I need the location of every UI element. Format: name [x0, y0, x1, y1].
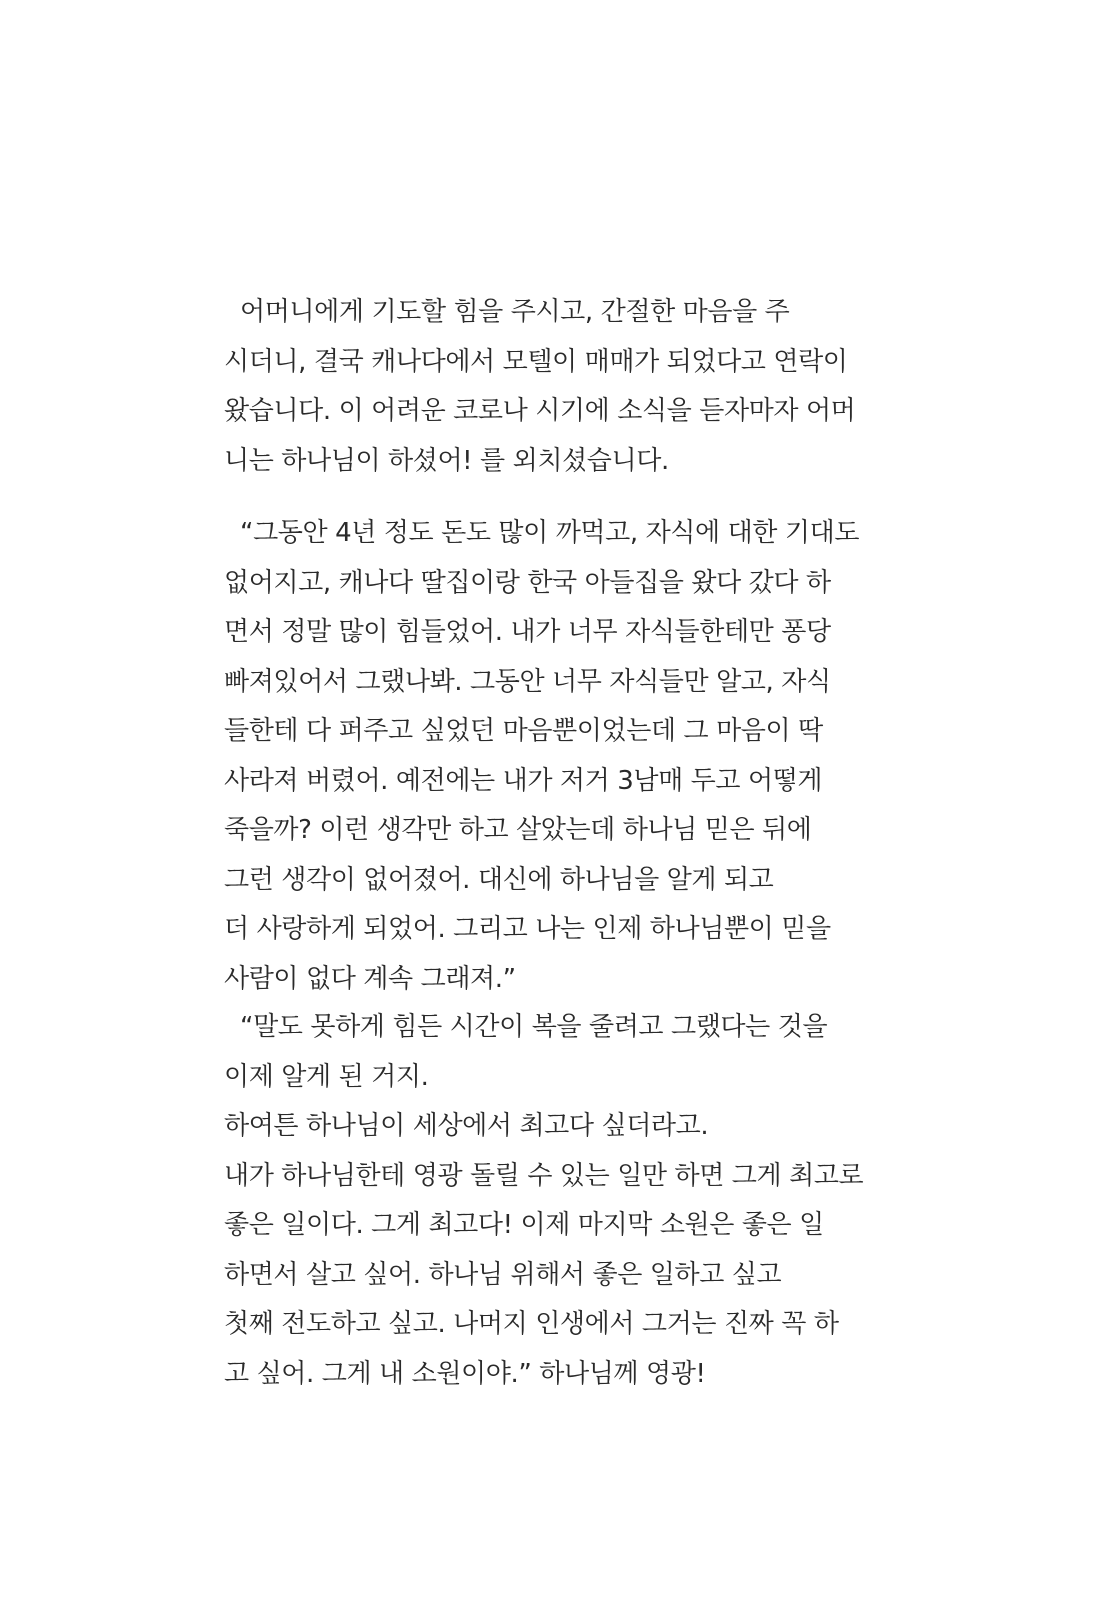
text-line: 시더니, 결국 캐나다에서 모텔이 매매가 되었다고 연락이 — [224, 346, 848, 377]
text-line: 좋은 일이다. 그게 최고다! 이제 마지막 소원은 좋은 일 — [224, 1210, 824, 1240]
paragraph-3-quote — [224, 1003, 864, 1399]
text-line: 하면서 살고 싶어. 하나님 위해서 좋은 일하고 싶고 — [224, 1259, 782, 1290]
text-line: 첫째 전도하고 싶고. 나머지 인생에서 그거는 진짜 꼭 하 — [224, 1309, 839, 1339]
text-line: 니는 하나님이 하셨어! 를 외치셨습니다. — [224, 445, 669, 476]
text-line: 어머니에게 기도할 힘을 주시고, 간절한 마음을 주 — [240, 297, 790, 327]
text-line: 면서 정말 많이 힘들었어. 내가 너무 자식들한테만 퐁당 — [224, 617, 831, 647]
text-line: 왔습니다. 이 어려운 코로나 시기에 소식을 듣자마자 어머 — [224, 396, 856, 426]
text-line: “그동안 4년 정도 돈도 많이 까먹고, 자식에 대한 기대도 — [240, 518, 860, 548]
text-line: 죽을까? 이런 생각만 하고 살았는데 하나님 믿은 뒤에 — [224, 815, 812, 845]
text-line: 그런 생각이 없어졌어. 대신에 하나님을 알게 되고 — [224, 864, 774, 895]
text-line: 사람이 없다 계속 그래져.” — [224, 963, 516, 994]
paragraph-2-quote — [224, 509, 864, 1004]
text-line: 하여튼 하나님이 세상에서 최고다 싶더라고. — [224, 1111, 709, 1141]
text-line: 들한테 다 퍼주고 싶었던 마음뿐이었는데 그 마음이 딱 — [224, 716, 823, 746]
text-line: 빠져있어서 그랬나봐. 그동안 너무 자식들만 알고, 자식 — [224, 666, 831, 697]
text-line: 없어지고, 캐나다 딸집이랑 한국 아들집을 왔다 갔다 하 — [224, 567, 831, 598]
text-line: 사라져 버렸어. 예전에는 내가 저거 3남매 두고 어떻게 — [224, 765, 823, 796]
text-line: 이제 알게 된 거지. — [224, 1061, 429, 1092]
paragraph-1 — [224, 288, 864, 486]
text-line: 내가 하나님한테 영광 돌릴 수 있는 일만 하면 그게 최고로 — [224, 1160, 864, 1191]
text-line: 더 사랑하게 되었어. 그리고 나는 인제 하나님뿐이 믿을 — [224, 914, 831, 944]
text-line: 고 싶어. 그게 내 소원이야.” 하나님께 영광! — [224, 1358, 706, 1389]
text-line: “말도 못하게 힘든 시간이 복을 줄려고 그랬다는 것을 — [240, 1012, 828, 1042]
